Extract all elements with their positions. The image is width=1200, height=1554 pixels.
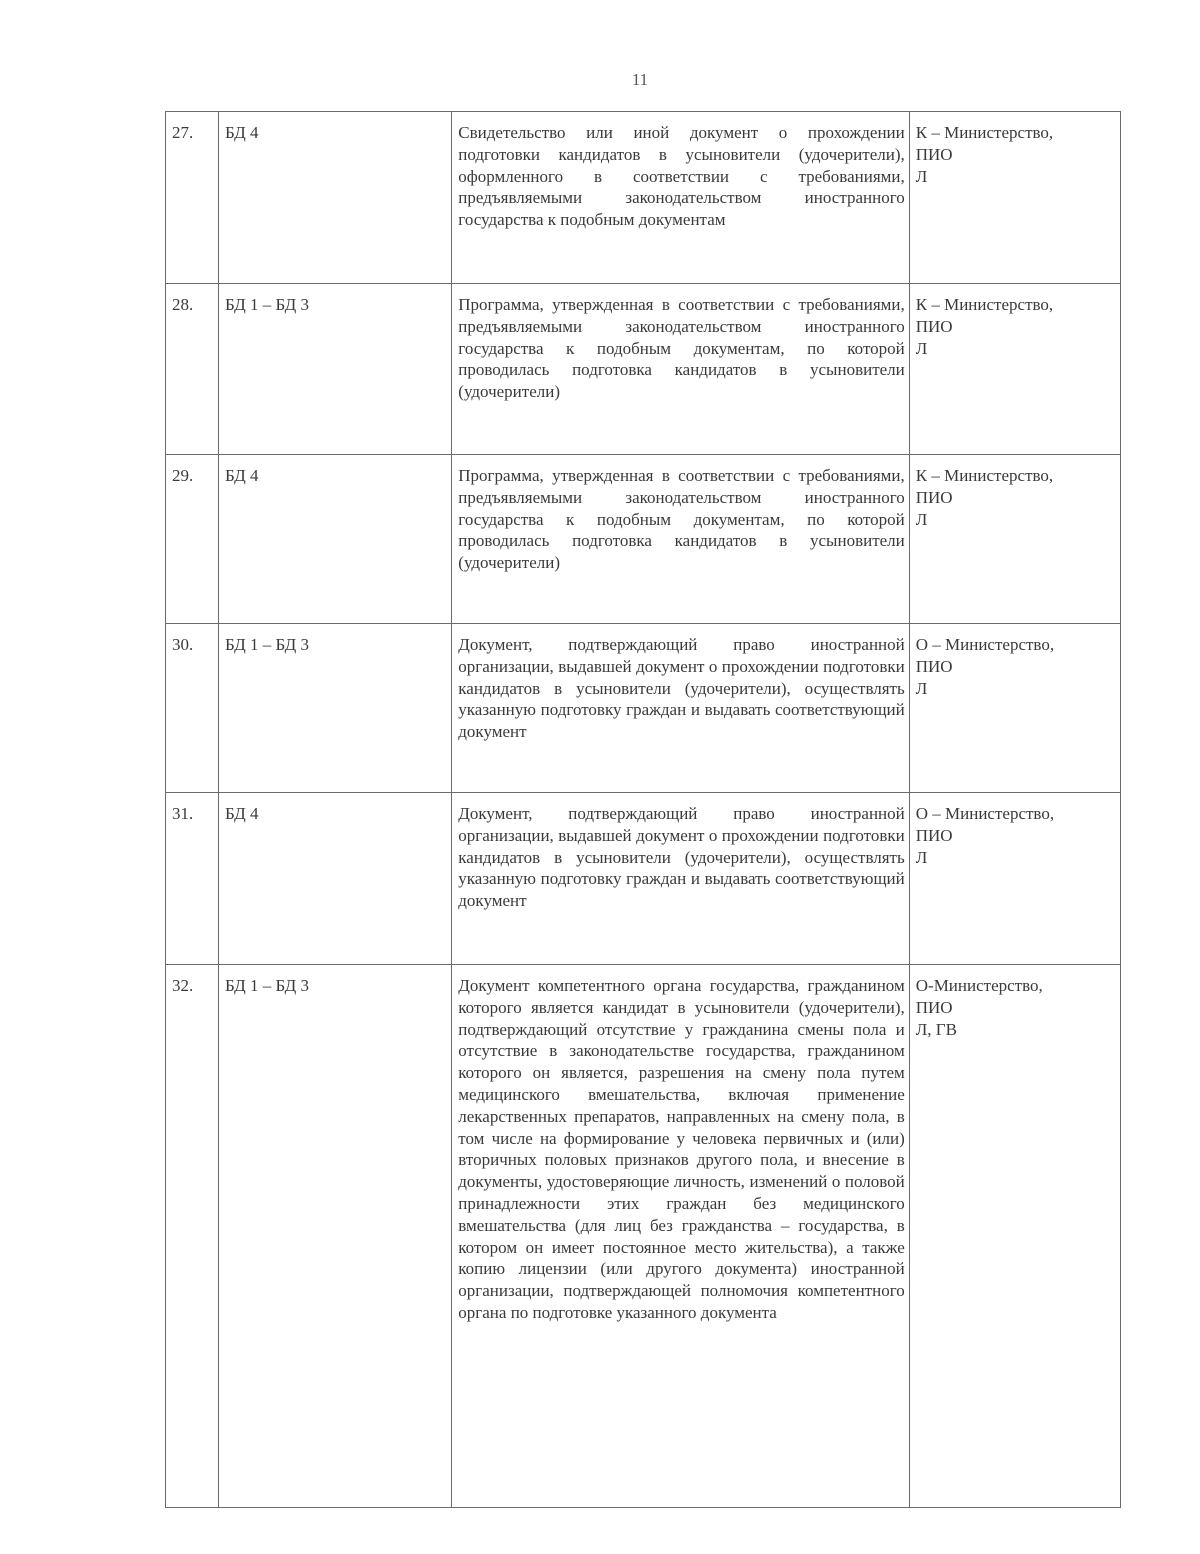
row-code: БД 4 <box>219 455 452 624</box>
submission-form: О-Министерство, <box>915 976 1043 995</box>
submission-form: К – Министерство, <box>915 466 1054 485</box>
row-description: Документ, подтверждающий право иностранной организации, выдавшей документ о прохождении подготовки кандидатов в усыновители (удочерители), осуществлять указанную подготовку граждан и выдавать соответствующий документ <box>452 793 909 965</box>
row-number: 27. <box>166 112 219 284</box>
row-code: БД 1 – БД 3 <box>219 284 452 455</box>
submission-applicant: Л <box>915 847 928 867</box>
submission-applicant: Л <box>915 166 928 186</box>
submission-form: К – Министерство, <box>915 123 1054 142</box>
row-number: 29. <box>166 455 219 624</box>
row-submission <box>909 965 1120 1508</box>
row-description: Документ, подтверждающий право иностранной организации, выдавшей документ о прохождении подготовки кандидатов в усыновители (удочерители), осуществлять указанную подготовку граждан и выдавать соответствующий документ <box>452 624 909 793</box>
row-description: Свидетельство или иной документ о прохождении подготовки кандидатов в усыновители (удочерители), оформленного в соответствии с требованиями, предъявляемыми законодательством иностранного государства к подобным документам <box>452 112 909 284</box>
row-submission <box>909 455 1120 624</box>
row-description: Программа, утвержденная в соответствии с требованиями, предъявляемыми законодательством иностранного государства к подобным документам, по которой проводилась подготовка кандидатов в усыновители (удочерители) <box>452 455 909 624</box>
row-number: 32. <box>166 965 219 1508</box>
table-row <box>166 112 1121 284</box>
table-row <box>166 455 1121 624</box>
row-number: 30. <box>166 624 219 793</box>
row-number: 31. <box>166 793 219 965</box>
row-description: Документ компетентного органа государства, гражданином которого является кандидат в усыновители (удочерители), подтверждающий отсутствие у гражданина смены пола и отсутствие в законодательстве государства, гражданином которого он является, разрешения на смену пола путем медицинского вмешательства, включая применение лекарственных препаратов, направленных на смену пола, в том числе на формирование у человека первичных и (или) вторичных половых признаков другого пола, и внесение в документы, удостоверяющие личность, изменений о половой принадлежности этих граждан без медицинского вмешательства (для лиц без гражданства – государства, в котором он имеет постоянное место жительства), а также копию лицензии (или другого документа) иностранной организации, подтверждающей полномочия компетентного органа по подготовке указанного документа <box>452 965 909 1508</box>
submission-channel: ПИО <box>915 825 953 845</box>
page-number: 11 <box>631 70 649 89</box>
row-description: Программа, утвержденная в соответствии с требованиями, предъявляемыми законодательством иностранного государства к подобным документам, по которой проводилась подготовка кандидатов в усыновители (удочерители) <box>452 284 909 455</box>
row-code: БД 1 – БД 3 <box>219 624 452 793</box>
table-row <box>166 965 1121 1508</box>
row-code: БД 4 <box>219 112 452 284</box>
submission-channel: ПИО <box>915 997 953 1017</box>
row-code: БД 1 – БД 3 <box>219 965 452 1508</box>
row-code: БД 4 <box>219 793 452 965</box>
submission-channel: ПИО <box>915 487 953 507</box>
row-submission <box>909 112 1120 284</box>
submission-channel: ПИО <box>915 316 953 336</box>
row-submission <box>909 624 1120 793</box>
requirements-table <box>165 111 1121 1508</box>
table-row <box>166 284 1121 455</box>
submission-channel: ПИО <box>915 656 953 676</box>
submission-applicant: Л <box>915 509 928 529</box>
row-submission <box>909 793 1120 965</box>
table-row <box>166 624 1121 793</box>
table-row <box>166 793 1121 965</box>
submission-channel: ПИО <box>915 144 953 164</box>
submission-form: К – Министерство, <box>915 295 1054 314</box>
submission-applicant: Л <box>915 338 928 358</box>
submission-form: О – Министерство, <box>915 804 1055 823</box>
submission-form: О – Министерство, <box>915 635 1055 654</box>
row-number: 28. <box>166 284 219 455</box>
row-submission <box>909 284 1120 455</box>
submission-applicant: Л, ГВ <box>915 1019 957 1039</box>
submission-applicant: Л <box>915 678 928 698</box>
